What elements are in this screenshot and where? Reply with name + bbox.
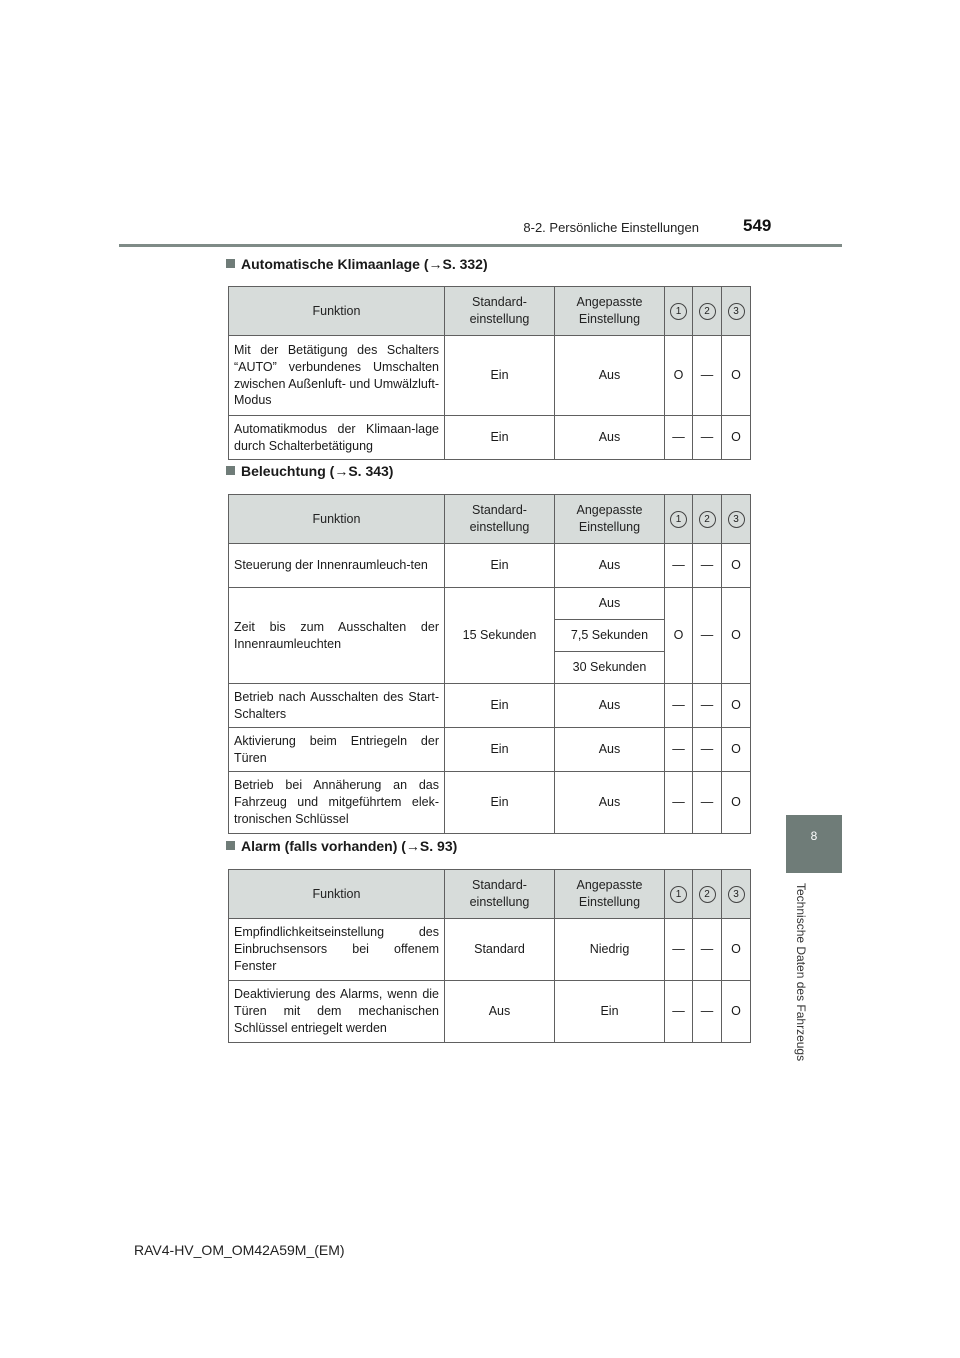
default-cell: Ein	[445, 336, 555, 416]
custom-option-cell: 7,5 Sekunden	[555, 620, 665, 652]
function-cell: Deaktivierung des Alarms, wenn die Türen mit dem mechanischen Schlüssel entriegelt werden	[229, 981, 445, 1043]
custom-cell: Niedrig	[555, 919, 665, 981]
mode-1-cell: —	[665, 544, 693, 588]
column-header-function: Funktion	[229, 287, 445, 336]
chapter-number: 8	[810, 829, 818, 843]
function-cell: Betrieb nach Ausschalten des Start-Schalters	[229, 684, 445, 728]
mode-3-cell: O	[722, 981, 751, 1043]
circled-3-icon: 3	[728, 303, 745, 320]
function-cell: Mit der Betätigung des Schalters “AUTO” verbundenes Umschalten zwischen Außenluft- und Umwälzluft-Modus	[229, 336, 445, 416]
function-cell: Automatikmodus der Klimaan-lage durch Schalterbetätigung	[229, 416, 445, 460]
column-header-default: Standard- einstellung	[445, 870, 555, 919]
function-cell: Aktivierung beim Entriegeln der Türen	[229, 728, 445, 772]
mode-2-cell: —	[693, 919, 722, 981]
square-bullet-icon	[226, 841, 235, 850]
function-cell: Zeit bis zum Ausschalten der Innenraumleuchten	[229, 588, 445, 684]
document-code: RAV4-HV_OM_OM42A59M_(EM)	[134, 1242, 345, 1258]
default-cell: Aus	[445, 981, 555, 1043]
mode-2-cell: —	[693, 588, 722, 684]
table-row	[229, 588, 751, 620]
mode-2-cell: —	[693, 336, 722, 416]
settings-table-alarm	[228, 869, 751, 1043]
table-row	[229, 684, 751, 728]
custom-cell: Aus	[555, 336, 665, 416]
header-divider	[119, 244, 842, 247]
section-heading-climate	[226, 256, 488, 272]
mode-3-cell: O	[722, 684, 751, 728]
mode-1-cell: —	[665, 416, 693, 460]
square-bullet-icon	[226, 466, 235, 475]
default-cell: Ein	[445, 684, 555, 728]
table-header-row	[229, 287, 751, 336]
column-header-mode-2	[693, 870, 722, 919]
default-cell: Ein	[445, 772, 555, 834]
square-bullet-icon	[226, 259, 235, 268]
column-header-mode-2	[693, 495, 722, 544]
section-heading-alarm	[226, 838, 457, 854]
default-cell: Ein	[445, 416, 555, 460]
table-row	[229, 981, 751, 1043]
mode-3-cell: O	[722, 588, 751, 684]
mode-1-cell: —	[665, 772, 693, 834]
mode-3-cell: O	[722, 336, 751, 416]
table-header-row	[229, 870, 751, 919]
table-row	[229, 919, 751, 981]
table-row	[229, 416, 751, 460]
mode-1-cell: O	[665, 588, 693, 684]
column-header-mode-1	[665, 870, 693, 919]
section-heading-text: Beleuchtung (→S. 343)	[241, 463, 394, 479]
custom-cell: Aus	[555, 772, 665, 834]
chapter-tab	[786, 815, 842, 873]
column-header-default: Standard- einstellung	[445, 287, 555, 336]
section-heading-lighting	[226, 463, 393, 479]
settings-table-climate	[228, 286, 751, 460]
column-header-mode-3	[722, 287, 751, 336]
mode-1-cell: —	[665, 728, 693, 772]
mode-2-cell: —	[693, 981, 722, 1043]
column-header-mode-3	[722, 495, 751, 544]
column-header-function: Funktion	[229, 870, 445, 919]
mode-1-cell: O	[665, 336, 693, 416]
table-row	[229, 336, 751, 416]
column-header-mode-2	[693, 287, 722, 336]
settings-table-lighting	[228, 494, 751, 834]
circled-2-icon: 2	[699, 886, 716, 903]
custom-cell: Aus	[555, 544, 665, 588]
column-header-custom: Angepasste Einstellung	[555, 495, 665, 544]
page-number: 549	[743, 216, 772, 235]
table-header-row	[229, 495, 751, 544]
function-cell: Betrieb bei Annäherung an das Fahrzeug und mitgeführtem elek-tronischen Schlüssel	[229, 772, 445, 834]
custom-cell: Aus	[555, 728, 665, 772]
mode-2-cell: —	[693, 728, 722, 772]
mode-1-cell: —	[665, 919, 693, 981]
mode-2-cell: —	[693, 684, 722, 728]
default-cell: 15 Sekunden	[445, 588, 555, 684]
column-header-mode-1	[665, 495, 693, 544]
mode-3-cell: O	[722, 416, 751, 460]
table-row	[229, 772, 751, 834]
custom-option-cell: 30 Sekunden	[555, 652, 665, 684]
custom-cell: Aus	[555, 416, 665, 460]
mode-3-cell: O	[722, 544, 751, 588]
circled-3-icon: 3	[728, 511, 745, 528]
mode-1-cell: —	[665, 981, 693, 1043]
section-heading-text: Alarm (falls vorhanden) (→S. 93)	[241, 838, 458, 854]
circled-1-icon: 1	[670, 303, 687, 320]
mode-3-cell: O	[722, 919, 751, 981]
custom-cell: Aus	[555, 684, 665, 728]
circled-2-icon: 2	[699, 511, 716, 528]
default-cell: Standard	[445, 919, 555, 981]
chapter-label: Technische Daten des Fahrzeugs	[794, 883, 808, 1062]
mode-3-cell: O	[722, 772, 751, 834]
table-row	[229, 728, 751, 772]
column-header-mode-3	[722, 870, 751, 919]
circled-2-icon: 2	[699, 303, 716, 320]
table-row	[229, 544, 751, 588]
circled-1-icon: 1	[670, 886, 687, 903]
column-header-mode-1	[665, 287, 693, 336]
function-cell: Empfindlichkeitseinstellung des Einbruchsensors bei offenem Fenster	[229, 919, 445, 981]
mode-1-cell: —	[665, 684, 693, 728]
default-cell: Ein	[445, 544, 555, 588]
column-header-default: Standard- einstellung	[445, 495, 555, 544]
circled-3-icon: 3	[728, 886, 745, 903]
custom-cell: Ein	[555, 981, 665, 1043]
mode-2-cell: —	[693, 416, 722, 460]
mode-2-cell: —	[693, 772, 722, 834]
custom-option-cell: Aus	[555, 588, 665, 620]
column-header-function: Funktion	[229, 495, 445, 544]
function-cell: Steuerung der Innenraumleuch-ten	[229, 544, 445, 588]
column-header-custom: Angepasste Einstellung	[555, 287, 665, 336]
circled-1-icon: 1	[670, 511, 687, 528]
header-section-title: 8-2. Persönliche Einstellungen	[523, 220, 699, 235]
section-heading-text: Automatische Klimaanlage (→S. 332)	[241, 256, 488, 272]
mode-2-cell: —	[693, 544, 722, 588]
column-header-custom: Angepasste Einstellung	[555, 870, 665, 919]
default-cell: Ein	[445, 728, 555, 772]
mode-3-cell: O	[722, 728, 751, 772]
